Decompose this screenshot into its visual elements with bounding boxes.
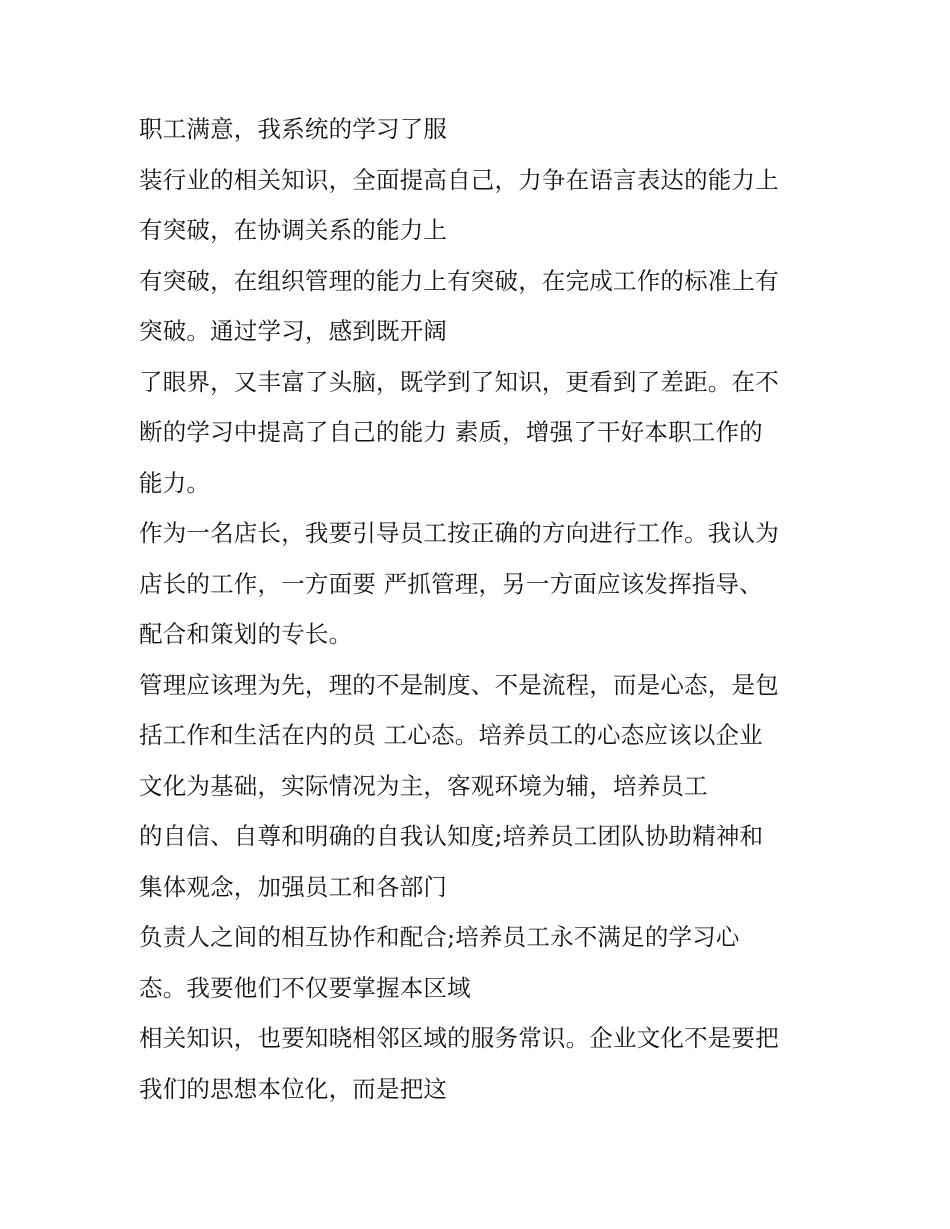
- text-line: 态。我要他们不仅要掌握本区域: [139, 973, 471, 1002]
- text-line: 的自信、自尊和明确的自我认知度;培养员工团队协助精神和: [139, 822, 764, 850]
- text-line: 能力。: [139, 468, 211, 497]
- text-line: 括工作和生活在内的员 工心态。培养员工的心态应该以企业: [139, 721, 763, 749]
- text-line: 作为一名店长，我要引导员工按正确的方向进行工作。我认为: [139, 519, 779, 547]
- text-line: 了眼界，又丰富了头脑，既学到了知识，更看到了差距。在不: [139, 367, 779, 396]
- text-line: 突破。通过学习，感到既开阔: [139, 317, 448, 345]
- text-line: 负责人之间的相互协作和配合;培养员工永不满足的学习心: [139, 923, 740, 951]
- text-line: 店长的工作，一方面要 严抓管理，另一方面应该发挥指导、: [139, 569, 763, 598]
- text-line: 相关知识，也要知晓相邻区域的服务常识。企业文化不是要把: [139, 1024, 779, 1052]
- text-line: 文化为基础，实际情况为主，客观环境为辅，培养员工: [139, 771, 708, 800]
- text-line: 职工满意，我系统的学习了服: [139, 115, 448, 143]
- text-line: 管理应该理为先，理的不是制度、不是流程，而是心态，是包: [139, 670, 779, 699]
- text-line: 集体观念，加强员工和各部门: [139, 872, 448, 901]
- text-line: 断的学习中提高了自己的能力 素质，增强了干好本职工作的: [139, 418, 763, 446]
- document-body: [139, 104, 829, 1114]
- text-line: 装行业的相关知识，全面提高自己，力争在语言表达的能力上: [139, 165, 779, 194]
- text-line: 有突破，在组织管理的能力上有突破，在完成工作的标准上有: [139, 266, 779, 295]
- text-line: 配合和策划的专长。: [139, 620, 353, 648]
- text-line: 我们的思想本位化，而是把这: [139, 1074, 448, 1103]
- text-line: 有突破，在协调关系的能力上: [139, 216, 448, 244]
